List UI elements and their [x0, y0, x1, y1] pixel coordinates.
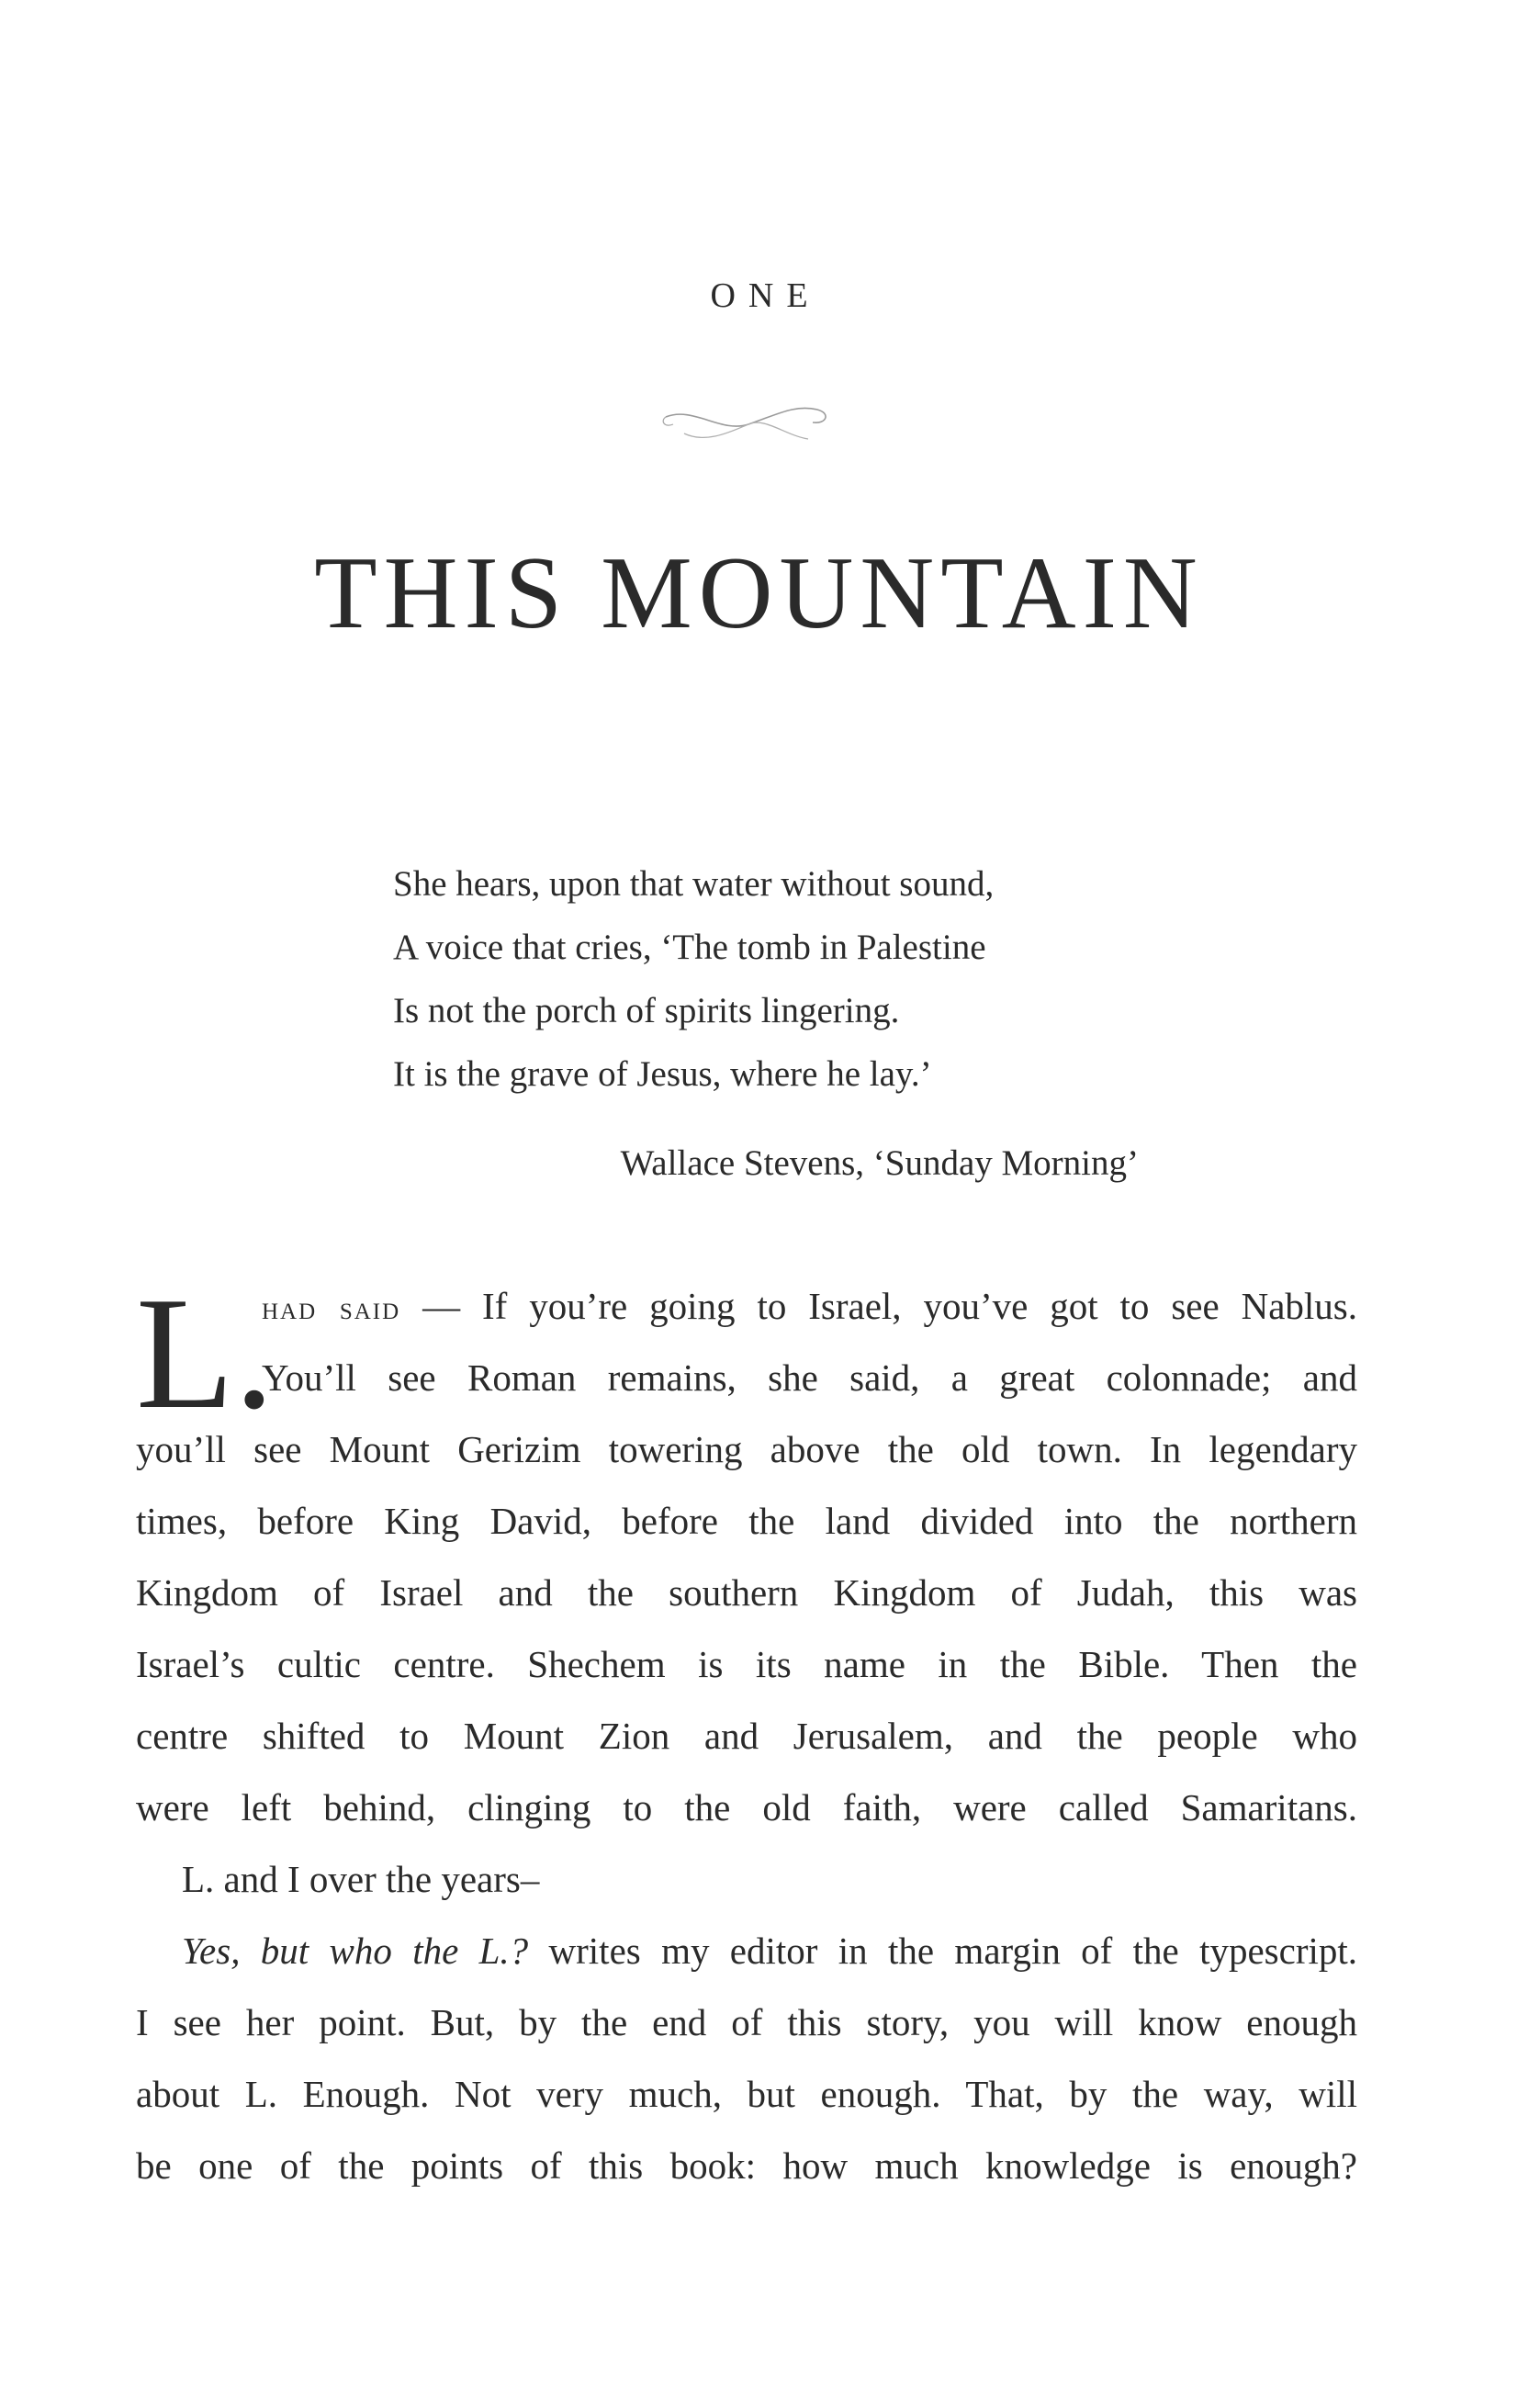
epigraph — [393, 852, 1220, 1106]
epigraph-line: She hears, upon that water without sound, — [393, 864, 995, 904]
text-line: were left behind, clinging to the old faith, were called Samaritans. — [136, 1786, 1357, 1829]
text-line: centre shifted to Mount Zion and Jerusalem, and the people who — [136, 1715, 1357, 1757]
text-line-rest: writes my editor in the margin of the typescript. — [528, 1930, 1358, 1972]
text-line: Kingdom of Israel and the southern Kingdom of Judah, this was — [136, 1571, 1357, 1614]
paragraph-line: L. and I over the years– — [182, 1858, 540, 1900]
text-line: You’ll see Roman remains, she said, a great colonnade; and — [262, 1356, 1357, 1399]
text-line: be one of the points of this book: how much knowledge is enough? — [136, 2144, 1357, 2187]
epigraph-line: A voice that cries, ‘The tomb in Palestine — [393, 928, 986, 967]
drop-cap: L. — [136, 1264, 275, 1442]
chapter-title: THIS MOUNTAIN — [314, 536, 1204, 650]
text-line — [182, 1923, 1357, 1978]
chapter-number: ONE — [710, 276, 821, 315]
text-line: I see her point. But, by the end of this story, you will know enough — [136, 2001, 1357, 2043]
text-line — [262, 1278, 1357, 1333]
epigraph-line: It is the grave of Jesus, where he lay.’ — [393, 1054, 932, 1094]
text-line-rest: — If you’re going to Israel, you’ve got to see Nablus. — [422, 1285, 1358, 1327]
text-line: about L. Enough. Not very much, but enough. That, by the way, will — [136, 2073, 1357, 2115]
text-line: times, before King David, before the land divided into the northern — [136, 1500, 1357, 1542]
epigraph-line: Is not the porch of spirits lingering. — [393, 991, 900, 1030]
text-line: you’ll see Mount Gerizim towering above the old town. In legendary — [136, 1428, 1357, 1470]
italic-question: Yes, but who the L.? — [182, 1930, 529, 1972]
epigraph-attribution: Wallace Stevens, ‘Sunday Morning’ — [620, 1143, 1139, 1183]
flourish-ornament-icon — [657, 397, 840, 452]
text-line: Israel’s cultic centre. Shechem is its name in the Bible. Then the — [136, 1643, 1357, 1685]
opening-smallcaps: had said — [262, 1289, 401, 1326]
